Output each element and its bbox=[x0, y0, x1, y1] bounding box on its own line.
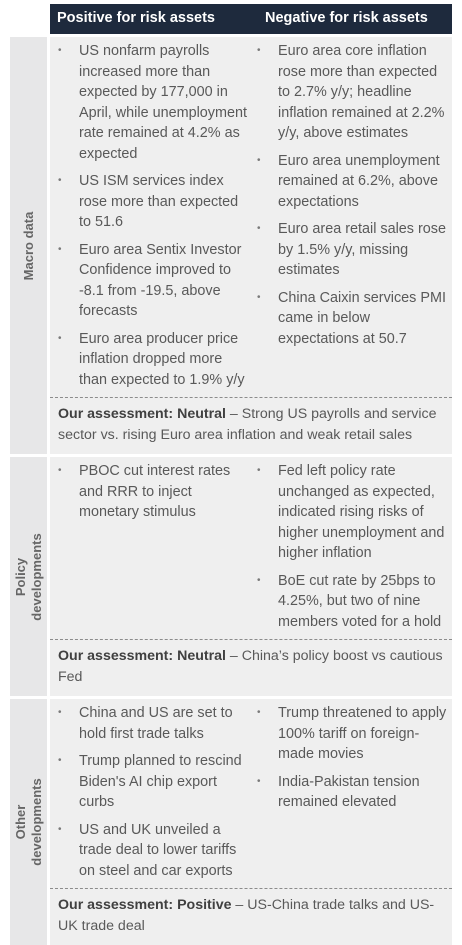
negative-column bbox=[251, 41, 452, 397]
bullet-icon: • bbox=[257, 574, 261, 586]
negative-column bbox=[251, 703, 452, 888]
bullet-icon: • bbox=[58, 332, 62, 344]
list-item bbox=[257, 571, 448, 633]
list-item-text: Euro area unemployment remained at 6.2%, above expectations bbox=[278, 152, 440, 210]
bullet-icon: • bbox=[58, 823, 62, 835]
section-label-line2: developments bbox=[28, 778, 44, 866]
header-negative: Negative for risk assets bbox=[265, 10, 428, 26]
positive-column bbox=[50, 703, 251, 888]
list-item-text: Euro area retail sales rose by 1.5% y/y, missing estimates bbox=[278, 221, 446, 278]
list-item-text: Trump planned to rescind Biden's AI chip export curbs bbox=[79, 753, 242, 810]
list-item-text: Euro area producer price inflation dropped more than expected to 1.9% y/y bbox=[79, 330, 245, 388]
assessment bbox=[50, 639, 452, 696]
list-item bbox=[257, 288, 448, 350]
list-item-text: US ISM services index rose more than expected to 51.6 bbox=[79, 173, 239, 230]
list-item-text: China Caixin services PMI came in below expectations at 50.7 bbox=[278, 289, 446, 347]
bullet-icon: • bbox=[58, 243, 62, 255]
list-item bbox=[257, 772, 448, 813]
list-item-text: Euro area core inflation rose more than expected to 2.7% y/y; headline inflation remained at 2.2% y/y, above estimates bbox=[278, 43, 445, 141]
list-item-text: US nonfarm payrolls increased more than expected by 177,000 in April, while unemployment rate remained at 4.2% as expected bbox=[79, 43, 247, 162]
section-label-cell bbox=[10, 457, 47, 696]
list-item-text: BoE cut rate by 25bps to 4.25%, but two of nine members voted for a hold bbox=[278, 572, 442, 630]
section-label-cell bbox=[10, 37, 47, 454]
list-item bbox=[257, 703, 448, 765]
section-label-line1: Other bbox=[12, 804, 28, 840]
section-label bbox=[13, 533, 45, 620]
section-body bbox=[50, 699, 452, 945]
list-item bbox=[58, 240, 247, 322]
list-item bbox=[58, 171, 247, 233]
list-item bbox=[257, 461, 448, 564]
negative-column bbox=[251, 461, 452, 639]
list-item bbox=[257, 219, 448, 281]
list-item-text: US and UK unveiled a trade deal to lower tariffs on steel and car exports bbox=[79, 821, 237, 879]
assessment-text: – Strong US payrolls and service sector vs. rising Euro area inflation and weak retail sales bbox=[58, 406, 437, 443]
bullet-icon: • bbox=[58, 755, 62, 766]
section-label bbox=[13, 778, 45, 865]
section-body bbox=[50, 37, 452, 454]
header-positive: Positive for risk assets bbox=[57, 10, 215, 26]
assessment-rating: Our assessment: Neutral bbox=[58, 648, 226, 664]
assessment-rating: Our assessment: Positive bbox=[58, 897, 232, 913]
bullet-icon: • bbox=[257, 45, 261, 56]
bullet-icon: • bbox=[58, 175, 62, 186]
list-item-text: China and US are set to hold first trade talks bbox=[79, 705, 233, 742]
positive-column bbox=[50, 461, 251, 639]
risk-assessment-table bbox=[10, 4, 452, 945]
list-item bbox=[58, 751, 247, 813]
list-item-text: India-Pakistan tension remained elevated bbox=[278, 773, 420, 810]
bullet-icon: • bbox=[257, 775, 261, 787]
section-policy-developments bbox=[10, 457, 452, 696]
assessment-rating: Our assessment: Neutral bbox=[58, 406, 226, 422]
bullet-icon: • bbox=[58, 465, 62, 476]
section-label-text: Macro data bbox=[20, 211, 36, 280]
bullet-icon: • bbox=[257, 707, 261, 718]
assessment-text: – China’s policy boost vs cautious Fed bbox=[58, 648, 443, 685]
list-item bbox=[58, 703, 247, 744]
bullet-icon: • bbox=[58, 707, 62, 718]
section-label-line1: Policy bbox=[12, 557, 28, 596]
list-item-text: Trump threatened to apply 100% tariff on foreign-made movies bbox=[278, 705, 447, 762]
bullet-icon: • bbox=[58, 45, 62, 56]
list-item bbox=[58, 461, 247, 523]
list-item bbox=[58, 329, 247, 391]
assessment-text: – US-China trade talks and US-UK trade deal bbox=[58, 897, 435, 934]
bullet-icon: • bbox=[257, 154, 261, 166]
list-item bbox=[257, 151, 448, 213]
section-label bbox=[21, 211, 37, 280]
bullet-icon: • bbox=[257, 223, 261, 234]
assessment bbox=[50, 397, 452, 454]
list-item-text: PBOC cut interest rates and RRR to inject monetary stimulus bbox=[79, 463, 231, 520]
list-item bbox=[58, 41, 247, 164]
section-macro-data bbox=[10, 37, 452, 454]
list-item-text: Fed left policy rate unchanged as expected, indicated rising risks of higher unemployment and higher inflation bbox=[278, 463, 445, 561]
bullet-icon: • bbox=[257, 291, 261, 303]
list-item-text: Euro area Sentix Investor Confidence improved to -8.1 from -19.5, above forecasts bbox=[79, 241, 242, 319]
bullet-icon: • bbox=[257, 465, 261, 476]
assessment bbox=[50, 888, 452, 945]
list-item bbox=[58, 820, 247, 882]
section-body bbox=[50, 457, 452, 696]
section-other-developments bbox=[10, 699, 452, 945]
list-item bbox=[257, 41, 448, 144]
section-label-line2: developments bbox=[28, 532, 44, 621]
positive-column bbox=[50, 41, 251, 397]
table-header bbox=[50, 4, 452, 34]
section-label-cell bbox=[10, 699, 47, 945]
